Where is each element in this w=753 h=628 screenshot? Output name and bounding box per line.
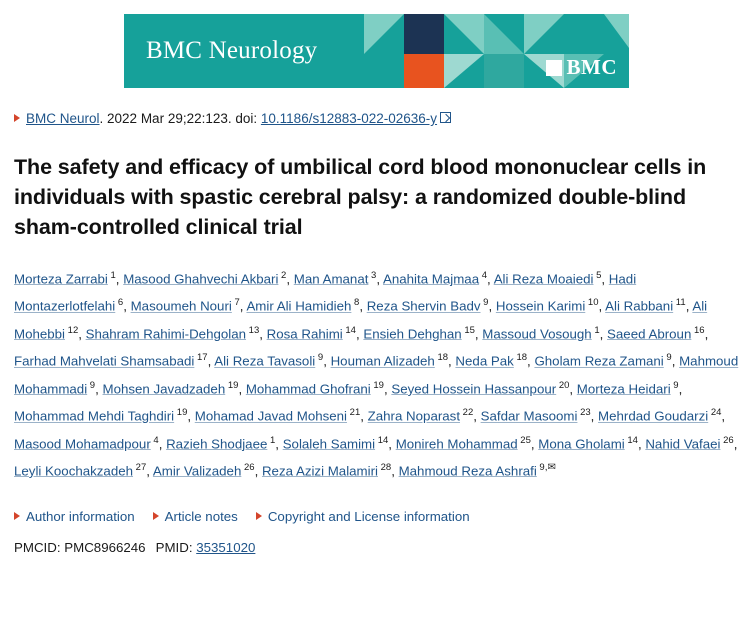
pmcid-value: PMC8966246 — [64, 540, 146, 556]
author-separator: , — [704, 326, 709, 342]
author-separator: , — [207, 353, 215, 369]
author-name-link[interactable]: Monireh Mohammad — [395, 435, 518, 451]
author-name-link[interactable]: Seyed Hossein Hassanpour — [391, 381, 557, 397]
author-separator: , — [275, 435, 283, 451]
link-label: Copyright and License information — [267, 509, 470, 525]
author-affiliation-marker[interactable]: 24 — [708, 407, 722, 419]
author-affiliation-marker[interactable]: 9 — [663, 352, 672, 364]
author-name-link[interactable]: Ali Reza Moaiedi — [493, 271, 594, 287]
author-separator: , — [721, 408, 726, 424]
author-separator: , — [678, 381, 683, 397]
doi-link[interactable]: 10.1186/s12883-022-02636-y — [260, 111, 438, 126]
author-affiliation-marker[interactable]: 19 — [174, 407, 188, 419]
pmid-link[interactable]: 35351020 — [196, 540, 256, 556]
author-list — [14, 264, 739, 483]
author-name-link[interactable]: Masoumeh Nouri — [130, 298, 232, 314]
author-affiliation-marker[interactable]: 8 — [351, 297, 360, 309]
author-name-link[interactable]: Mohamad Javad Mohseni — [194, 408, 348, 424]
triangle-right-icon — [14, 512, 20, 520]
author-name-link[interactable]: Massoud Vosough — [482, 326, 592, 342]
author-separator: , — [254, 463, 262, 479]
author-affiliation-marker[interactable]: 14 — [624, 434, 638, 446]
author-affiliation-marker[interactable]: 26 — [720, 434, 734, 446]
author-name-link[interactable]: Farhad Mahvelati Shamsabadi — [14, 353, 195, 369]
author-affiliation-marker[interactable]: 19 — [225, 379, 239, 391]
author-name-link[interactable]: Ali Mohebbi — [14, 298, 708, 342]
author-name-link[interactable]: Solaleh Samimi — [282, 435, 376, 451]
journal-banner[interactable] — [124, 14, 629, 88]
author-separator: , — [360, 408, 368, 424]
author-name-link[interactable]: Saeed Abroun — [607, 326, 692, 342]
author-affiliation-marker[interactable]: 22 — [460, 407, 474, 419]
author-affiliation-marker[interactable]: 21 — [347, 407, 361, 419]
author-separator: , — [601, 271, 609, 287]
author-name-link[interactable]: Shahram Rahimi-Dehgolan — [85, 326, 247, 342]
triangle-right-icon — [256, 512, 262, 520]
author-separator: , — [78, 326, 86, 342]
author-separator: , — [685, 298, 693, 314]
author-name-link[interactable]: Razieh Shodjaee — [166, 435, 268, 451]
author-affiliation-marker[interactable]: 4 — [150, 434, 159, 446]
author-separator: , — [391, 463, 399, 479]
author-name-link[interactable]: Masood Ghahvechi Akbari — [123, 271, 279, 287]
author-affiliation-marker[interactable]: 9 — [536, 461, 545, 473]
citation-details: . 2022 Mar 29;22:123. doi: — [99, 111, 261, 126]
author-affiliation-marker[interactable]: 4 — [479, 270, 488, 281]
author-name-link[interactable]: Amir Ali Hamidieh — [246, 298, 352, 314]
author-affiliation-marker[interactable]: 1 — [107, 270, 116, 281]
author-separator: , — [158, 435, 167, 451]
author-name-link[interactable]: Mahmoud Mohammadi — [14, 353, 739, 397]
author-separator: , — [376, 271, 383, 287]
author-affiliation-marker[interactable]: 27 — [133, 461, 147, 473]
link-label: Author information — [26, 509, 135, 525]
pmcid-label: PMCID: — [14, 540, 61, 556]
author-affiliation-marker[interactable]: 20 — [556, 379, 570, 391]
author-separator: , — [187, 408, 195, 424]
page-title: The safety and efficacy of umbilical cord blood mononuclear cells in individuals with spastic cerebral palsy: a randomized double-blind sham-controlled clinical trial — [14, 155, 707, 239]
author-name-link[interactable]: Reza Shervin Badv — [366, 298, 481, 314]
author-separator: , — [448, 353, 456, 369]
author-name-link[interactable]: Mahmoud Reza Ashrafi — [398, 463, 537, 479]
author-name-link[interactable]: Gholam Reza Zamani — [534, 353, 664, 369]
author-separator: , — [359, 298, 367, 314]
author-affiliation-marker[interactable]: 12 — [65, 324, 79, 336]
author-separator: , — [239, 298, 247, 314]
author-affiliation-marker[interactable]: 11 — [673, 297, 686, 309]
envelope-icon[interactable]: ,✉ — [544, 461, 556, 473]
external-link-icon[interactable] — [440, 112, 451, 123]
author-name-link[interactable]: Zahra Noparast — [367, 408, 461, 424]
author-name-link[interactable]: Morteza Heidari — [576, 381, 671, 397]
author-affiliation-marker[interactable]: 17 — [194, 352, 208, 364]
author-affiliation-marker[interactable]: 9 — [480, 297, 489, 309]
journal-abbrev-link[interactable]: BMC Neurol — [26, 111, 100, 126]
author-name-link[interactable]: Safdar Masoomi — [480, 408, 578, 424]
triangle-right-icon[interactable] — [14, 114, 20, 122]
author-separator: , — [569, 381, 577, 397]
author-affiliation-marker[interactable]: 19 — [370, 379, 384, 391]
author-separator: , — [388, 435, 396, 451]
author-name-link[interactable]: Hadi Montazerlotfelahi — [14, 271, 637, 314]
author-affiliation-marker[interactable]: 7 — [231, 297, 240, 309]
author-separator: , — [590, 408, 599, 424]
citation-line — [14, 110, 753, 128]
article-meta-links — [14, 509, 739, 524]
author-name-link[interactable]: Mohsen Javadzadeh — [102, 381, 226, 397]
author-affiliation-marker[interactable]: 9 — [670, 379, 679, 391]
author-name-link[interactable]: Ali Rabbani — [605, 298, 674, 314]
author-separator: , — [286, 271, 294, 287]
author-name-link[interactable]: Mehrdad Goudarzi — [598, 408, 709, 424]
author-separator: , — [488, 298, 496, 314]
author-separator: , — [733, 435, 738, 451]
author-separator: , — [598, 298, 606, 314]
author-name-link[interactable]: Reza Azizi Malamiri — [261, 463, 378, 479]
link-label: Article notes — [164, 509, 238, 525]
author-separator: , — [530, 435, 539, 451]
author-separator: , — [123, 298, 131, 314]
author-separator: , — [115, 271, 124, 287]
journal-title: BMC Neurology — [146, 37, 318, 64]
author-affiliation-marker[interactable]: 5 — [593, 270, 602, 281]
author-separator: , — [323, 353, 331, 369]
author-name-link[interactable]: Masood Mohamadpour — [14, 435, 151, 451]
author-name-link[interactable]: Ensieh Dehghan — [363, 326, 462, 342]
author-separator: , — [146, 463, 153, 479]
author-name-link[interactable]: Mohammad Ghofrani — [245, 381, 371, 397]
author-affiliation-marker[interactable]: 10 — [585, 297, 599, 309]
journal-banner-container — [0, 0, 753, 88]
author-separator: , — [355, 326, 364, 342]
author-affiliation-marker[interactable]: 6 — [115, 297, 124, 309]
author-name-link[interactable]: Mona Gholami — [538, 435, 625, 451]
author-name-link[interactable]: Amir Valizadeh — [152, 463, 242, 479]
author-separator: , — [238, 381, 246, 397]
author-affiliation-marker[interactable]: 28 — [377, 461, 392, 473]
author-separator: , — [383, 381, 392, 397]
author-name-link[interactable]: Ali Reza Tavasoli — [214, 353, 316, 369]
author-affiliation-marker[interactable]: 2 — [278, 270, 287, 281]
author-affiliation-marker[interactable]: 14 — [375, 434, 389, 446]
author-name-link[interactable]: Hossein Karimi — [495, 298, 586, 314]
author-name-link[interactable]: Houman Alizadeh — [330, 353, 435, 369]
author-separator: , — [474, 326, 483, 342]
author-separator: , — [671, 353, 680, 369]
author-name-link[interactable]: Morteza Zarrabi — [14, 271, 108, 287]
author-affiliation-marker[interactable]: 26 — [241, 461, 255, 473]
author-separator: , — [527, 353, 535, 369]
link-copyright-license-information[interactable] — [256, 509, 470, 524]
author-name-link[interactable]: Anahita Majmaa — [383, 271, 480, 287]
author-affiliation-marker[interactable]: 14 — [342, 324, 356, 336]
author-affiliation-marker[interactable]: 25 — [517, 434, 531, 446]
author-affiliation-marker[interactable]: 1 — [267, 434, 276, 446]
identifier-row — [14, 540, 739, 555]
author-name-link[interactable]: Neda Pak — [455, 353, 514, 369]
author-separator: , — [487, 271, 494, 287]
author-separator: , — [259, 326, 267, 342]
author-affiliation-marker[interactable]: 3 — [368, 270, 377, 281]
author-affiliation-marker[interactable]: 23 — [577, 407, 591, 419]
author-name-link[interactable]: Rosa Rahimi — [266, 326, 343, 342]
author-name-link[interactable]: Man Amanat — [293, 271, 369, 287]
author-name-link[interactable]: Leyli Koochakzadeh — [14, 463, 134, 479]
author-affiliation-marker[interactable]: 9 — [315, 352, 324, 364]
author-separator: , — [637, 435, 646, 451]
author-affiliation-marker[interactable]: 13 — [246, 324, 260, 336]
link-article-notes[interactable] — [153, 509, 238, 524]
author-separator: , — [599, 326, 608, 342]
pmid-label: PMID: — [155, 540, 193, 556]
author-affiliation-marker[interactable]: 18 — [434, 352, 449, 364]
bmc-publisher-logo — [546, 55, 618, 80]
author-affiliation-marker[interactable]: 1 — [591, 324, 600, 336]
author-name-link[interactable]: Mohammad Mehdi Taghdiri — [14, 408, 175, 424]
bmc-logo-text: BMC — [566, 55, 617, 79]
bmc-logo-mark — [546, 60, 562, 76]
triangle-right-icon — [153, 512, 159, 520]
author-separator: , — [95, 381, 103, 397]
author-affiliation-marker[interactable]: 9 — [87, 379, 96, 391]
author-affiliation-marker[interactable]: 15 — [461, 324, 475, 336]
author-affiliation-marker[interactable]: 18 — [513, 352, 528, 364]
link-author-information[interactable] — [14, 509, 135, 524]
author-name-link[interactable]: Nahid Vafaei — [645, 435, 721, 451]
author-affiliation-marker[interactable]: 16 — [691, 324, 705, 336]
author-separator: , — [473, 408, 481, 424]
